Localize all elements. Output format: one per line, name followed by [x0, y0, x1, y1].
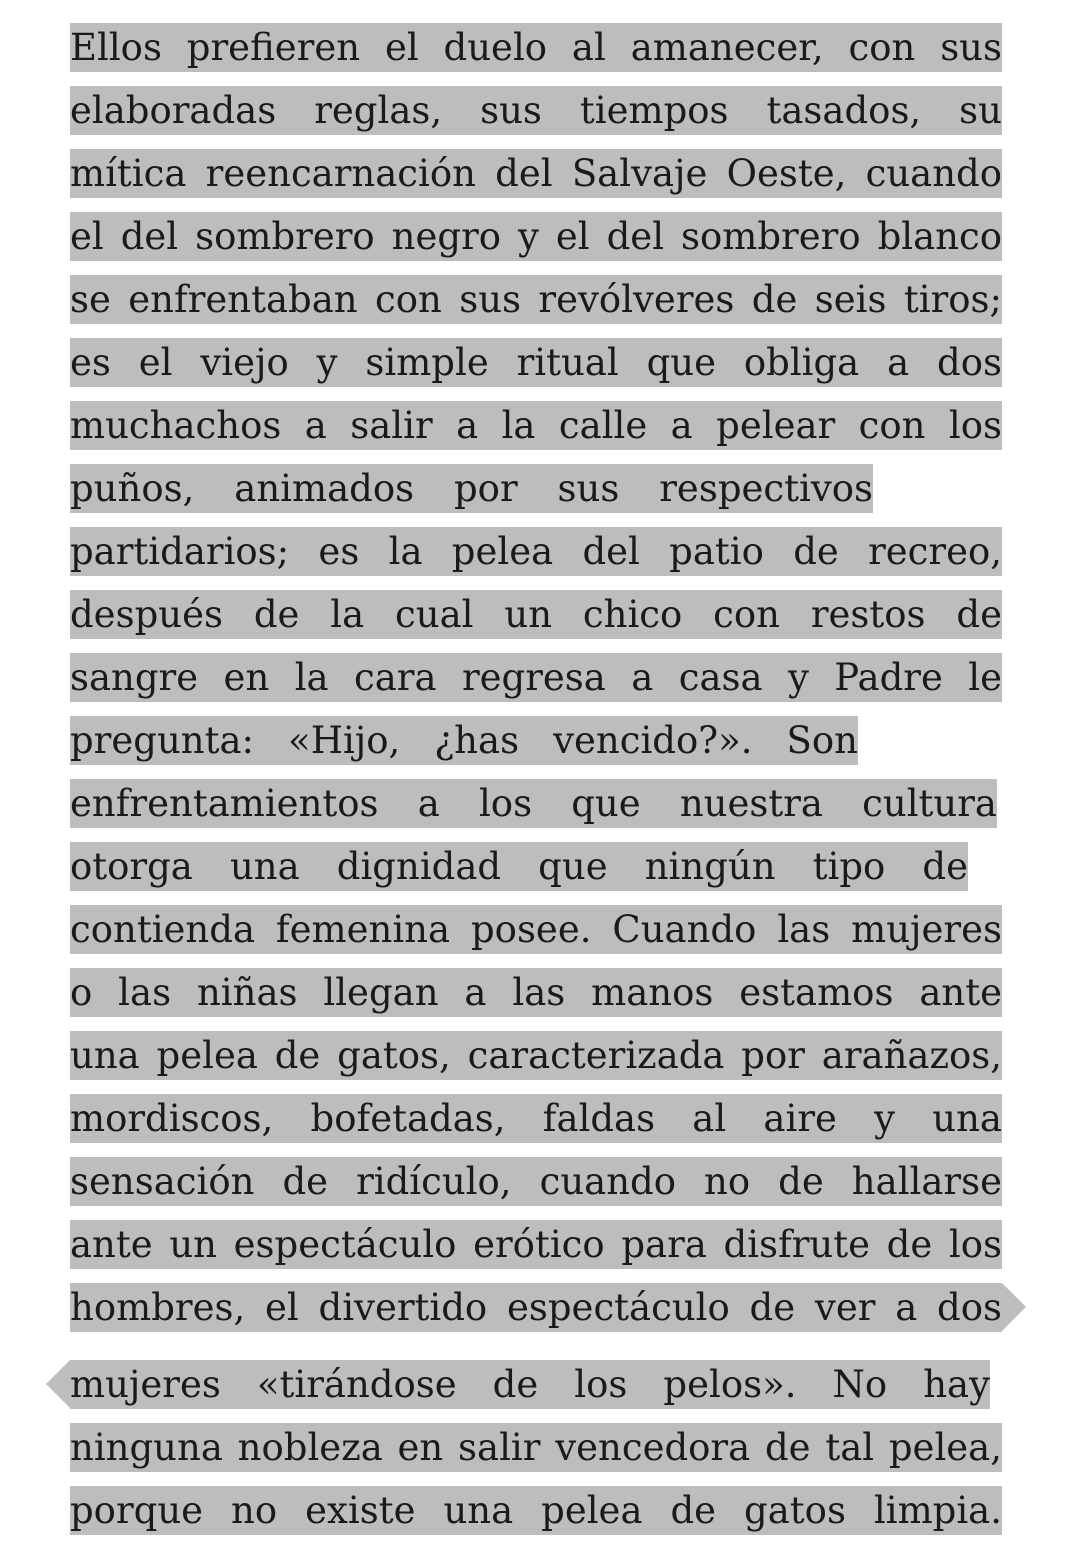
line-text: mítica reencarnación del Salvaje Oeste, cuando	[70, 152, 1002, 195]
line-text: sangre en la cara regresa a casa y Padre le	[70, 656, 1002, 699]
line-text: después de la cual un chico con restos de	[70, 593, 1002, 636]
selection-start-handle-icon[interactable]	[46, 1360, 70, 1408]
text-line[interactable]	[70, 1423, 1002, 1472]
text-line[interactable]	[70, 842, 968, 891]
line-text: puños, animados por sus respectivos	[70, 467, 873, 510]
line-text: enfrentamientos a los que nuestra cultura	[70, 782, 997, 825]
text-line[interactable]	[70, 968, 1002, 1017]
line-text: el del sombrero negro y el del sombrero blanco	[70, 215, 1002, 258]
text-line[interactable]	[70, 464, 873, 513]
text-line[interactable]	[70, 905, 1002, 954]
line-text: se enfrentaban con sus revólveres de seis tiros;	[70, 278, 1002, 321]
text-line[interactable]	[70, 149, 1002, 198]
text-line[interactable]	[70, 1486, 1002, 1535]
line-text: hombres, el divertido espectáculo de ver a dos	[70, 1286, 1002, 1329]
text-line[interactable]	[70, 527, 1002, 576]
text-line[interactable]	[70, 716, 858, 765]
line-text: mujeres «tirándose de los pelos». No hay	[70, 1363, 990, 1406]
text-line[interactable]	[70, 1283, 1002, 1332]
line-text: partidarios; es la pelea del patio de recreo,	[70, 530, 1002, 573]
line-text: ninguna nobleza en salir vencedora de tal pelea,	[70, 1426, 1002, 1469]
line-text: otorga una dignidad que ningún tipo de	[70, 845, 968, 888]
text-line[interactable]	[70, 1031, 1002, 1080]
text-line[interactable]	[70, 86, 1002, 135]
text-line[interactable]	[70, 338, 1002, 387]
line-text: ante un espectáculo erótico para disfrute de los	[70, 1223, 1002, 1266]
text-line[interactable]	[70, 23, 1002, 72]
line-text: contienda femenina posee. Cuando las mujeres	[70, 908, 1002, 951]
line-text: una pelea de gatos, caracterizada por arañazos,	[70, 1034, 1002, 1077]
text-line[interactable]	[70, 590, 1002, 639]
selection-end-handle-icon[interactable]	[1002, 1283, 1026, 1331]
line-text: elaboradas reglas, sus tiempos tasados, su	[70, 89, 1002, 132]
line-text: sensación de ridículo, cuando no de hallarse	[70, 1160, 1002, 1203]
text-line[interactable]	[70, 1360, 990, 1409]
text-line[interactable]	[70, 275, 1002, 324]
text-line[interactable]	[70, 653, 1002, 702]
line-text: porque no existe una pelea de gatos limpia.	[70, 1489, 1002, 1532]
line-text: o las niñas llegan a las manos estamos ante	[70, 971, 1002, 1014]
line-text: muchachos a salir a la calle a pelear con los	[70, 404, 1002, 447]
text-line[interactable]	[70, 779, 997, 828]
text-line[interactable]	[70, 1220, 1002, 1269]
line-text: pregunta: «Hijo, ¿has vencido?». Son	[70, 719, 858, 762]
text-line[interactable]	[70, 401, 1002, 450]
text-line[interactable]	[70, 1094, 1002, 1143]
line-text: mordiscos, bofetadas, faldas al aire y una	[70, 1097, 1002, 1140]
text-line[interactable]	[70, 212, 1002, 261]
line-text: es el viejo y simple ritual que obliga a dos	[70, 341, 1002, 384]
text-line[interactable]	[70, 1157, 1002, 1206]
line-text: Ellos prefieren el duelo al amanecer, con sus	[70, 26, 1002, 69]
